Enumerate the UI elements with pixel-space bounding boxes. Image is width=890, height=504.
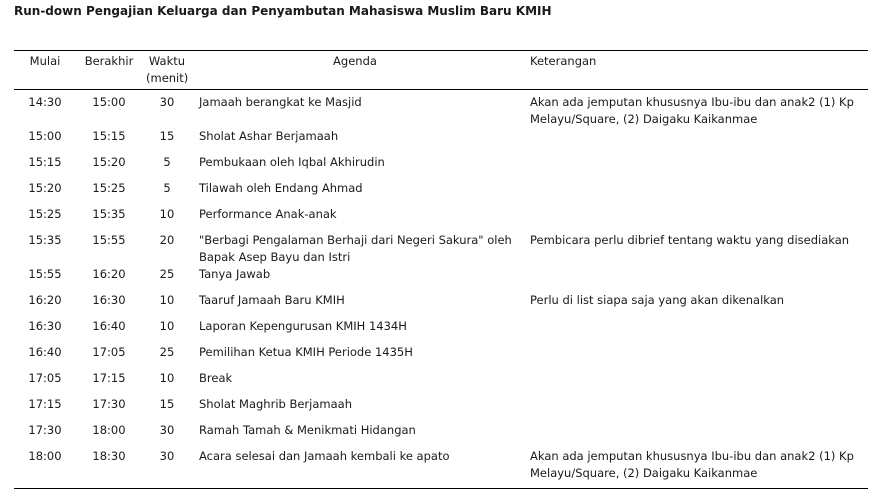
- cell-mulai: 15:55: [28, 267, 62, 281]
- cell-berakhir: 15:35: [92, 207, 126, 221]
- cell-mulai: 17:30: [28, 423, 62, 437]
- cell-keterangan: Akan ada jemputan khususnya Ibu-ibu dan anak2 (1) Kp Melayu/Square, (2) Daigaku Kaikanmae: [530, 95, 854, 126]
- cell-waktu: 30: [159, 95, 175, 109]
- cell-keterangan: Perlu di list siapa saja yang akan dikenalkan: [530, 293, 785, 307]
- table-row: [14, 90, 868, 129]
- cell-keterangan: [518, 318, 868, 344]
- cell-berakhir: 15:20: [92, 155, 126, 169]
- table-row: [14, 318, 868, 344]
- table-row: [14, 232, 868, 266]
- cell-mulai: 17:05: [28, 371, 62, 385]
- table-row: [14, 128, 868, 154]
- cell-waktu: 30: [159, 423, 175, 437]
- table-body: [14, 90, 868, 489]
- cell-berakhir: 17:05: [92, 345, 126, 359]
- cell-waktu: 15: [159, 397, 175, 411]
- cell-berakhir: 18:30: [76, 448, 142, 489]
- cell-berakhir: 18:00: [92, 423, 126, 437]
- cell-keterangan: [518, 344, 868, 370]
- cell-agenda: Sholat Maghrib Berjamaah: [199, 397, 352, 411]
- cell-mulai: 14:30: [28, 95, 62, 109]
- table-row: [14, 266, 868, 292]
- cell-keterangan: Pembicara perlu dibrief tentang waktu yang disediakan: [530, 233, 850, 247]
- header-keterangan: Keterangan: [518, 51, 868, 90]
- table-row: [14, 206, 868, 232]
- cell-berakhir: 17:30: [92, 397, 126, 411]
- table-row: [14, 180, 868, 206]
- cell-agenda: Jamaah berangkat ke Masjid: [199, 95, 362, 109]
- cell-mulai: 16:30: [28, 319, 62, 333]
- cell-mulai: 16:40: [28, 345, 62, 359]
- cell-berakhir: 15:25: [92, 181, 126, 195]
- table-header: [14, 51, 868, 90]
- cell-mulai: 15:00: [28, 129, 62, 143]
- cell-berakhir: 15:00: [92, 95, 126, 109]
- cell-berakhir: 15:15: [92, 129, 126, 143]
- cell-mulai: 15:25: [28, 207, 62, 221]
- table-row: [14, 292, 868, 318]
- cell-mulai: 15:35: [28, 233, 62, 247]
- cell-waktu: 25: [159, 345, 175, 359]
- cell-berakhir: 16:20: [92, 267, 126, 281]
- cell-agenda: Performance Anak-anak: [199, 207, 337, 221]
- cell-agenda: Ramah Tamah & Menikmati Hidangan: [199, 423, 416, 437]
- cell-waktu: 20: [159, 233, 175, 247]
- header-agenda: Agenda: [192, 51, 518, 90]
- cell-keterangan: [518, 206, 868, 232]
- cell-mulai: 17:15: [28, 397, 62, 411]
- table-row: [14, 422, 868, 448]
- table-row: [14, 344, 868, 370]
- table-row: [14, 396, 868, 422]
- cell-mulai: 15:20: [28, 181, 62, 195]
- cell-berakhir: 17:15: [92, 371, 126, 385]
- cell-agenda: Tilawah oleh Endang Ahmad: [199, 181, 363, 195]
- header-row: [14, 51, 868, 90]
- cell-keterangan: [518, 396, 868, 422]
- cell-berakhir: 16:30: [92, 293, 126, 307]
- cell-agenda: Laporan Kepengurusan KMIH 1434H: [199, 319, 407, 333]
- cell-agenda: Acara selesai dan Jamaah kembali ke apato: [192, 448, 518, 489]
- cell-keterangan: Akan ada jemputan khususnya Ibu-ibu dan anak2 (1) Kp Melayu/Square, (2) Daigaku Kaikanmae: [518, 448, 868, 489]
- table-row: [14, 370, 868, 396]
- cell-agenda: Pembukaan oleh Iqbal Akhirudin: [199, 155, 385, 169]
- page-title: Run-down Pengajian Keluarga dan Penyambutan Mahasiswa Muslim Baru KMIH: [14, 4, 552, 18]
- cell-mulai: 15:15: [28, 155, 62, 169]
- cell-keterangan: [518, 128, 868, 154]
- cell-waktu: 30: [142, 448, 192, 489]
- cell-waktu: 10: [159, 319, 175, 333]
- cell-agenda: Tanya Jawab: [199, 267, 271, 281]
- cell-keterangan: [518, 266, 868, 292]
- cell-berakhir: 16:40: [92, 319, 126, 333]
- cell-waktu: 15: [159, 129, 175, 143]
- cell-waktu: 25: [159, 267, 175, 281]
- rundown-table: [14, 50, 868, 489]
- cell-keterangan: [518, 180, 868, 206]
- cell-waktu: 5: [163, 155, 171, 169]
- table-row: [14, 154, 868, 180]
- cell-waktu: 10: [159, 371, 175, 385]
- table-row: [14, 448, 868, 489]
- cell-agenda: Break: [199, 371, 233, 385]
- cell-waktu: 10: [159, 293, 175, 307]
- cell-mulai: 18:00: [14, 448, 76, 489]
- cell-waktu: 5: [163, 181, 171, 195]
- cell-agenda: Sholat Ashar Berjamaah: [199, 129, 339, 143]
- cell-keterangan: [518, 370, 868, 396]
- cell-agenda: "Berbagi Pengalaman Berhaji dari Negeri Sakura" oleh Bapak Asep Bayu dan Istri: [199, 233, 512, 264]
- header-berakhir: Berakhir: [76, 51, 142, 90]
- cell-berakhir: 15:55: [92, 233, 126, 247]
- cell-agenda: Taaruf Jamaah Baru KMIH: [199, 293, 345, 307]
- cell-agenda: Pemilihan Ketua KMIH Periode 1435H: [199, 345, 413, 359]
- cell-keterangan: [518, 422, 868, 448]
- cell-mulai: 16:20: [28, 293, 62, 307]
- cell-waktu: 10: [159, 207, 175, 221]
- cell-keterangan: [518, 154, 868, 180]
- header-mulai: Mulai: [14, 51, 76, 90]
- header-waktu: Waktu (menit): [142, 51, 192, 90]
